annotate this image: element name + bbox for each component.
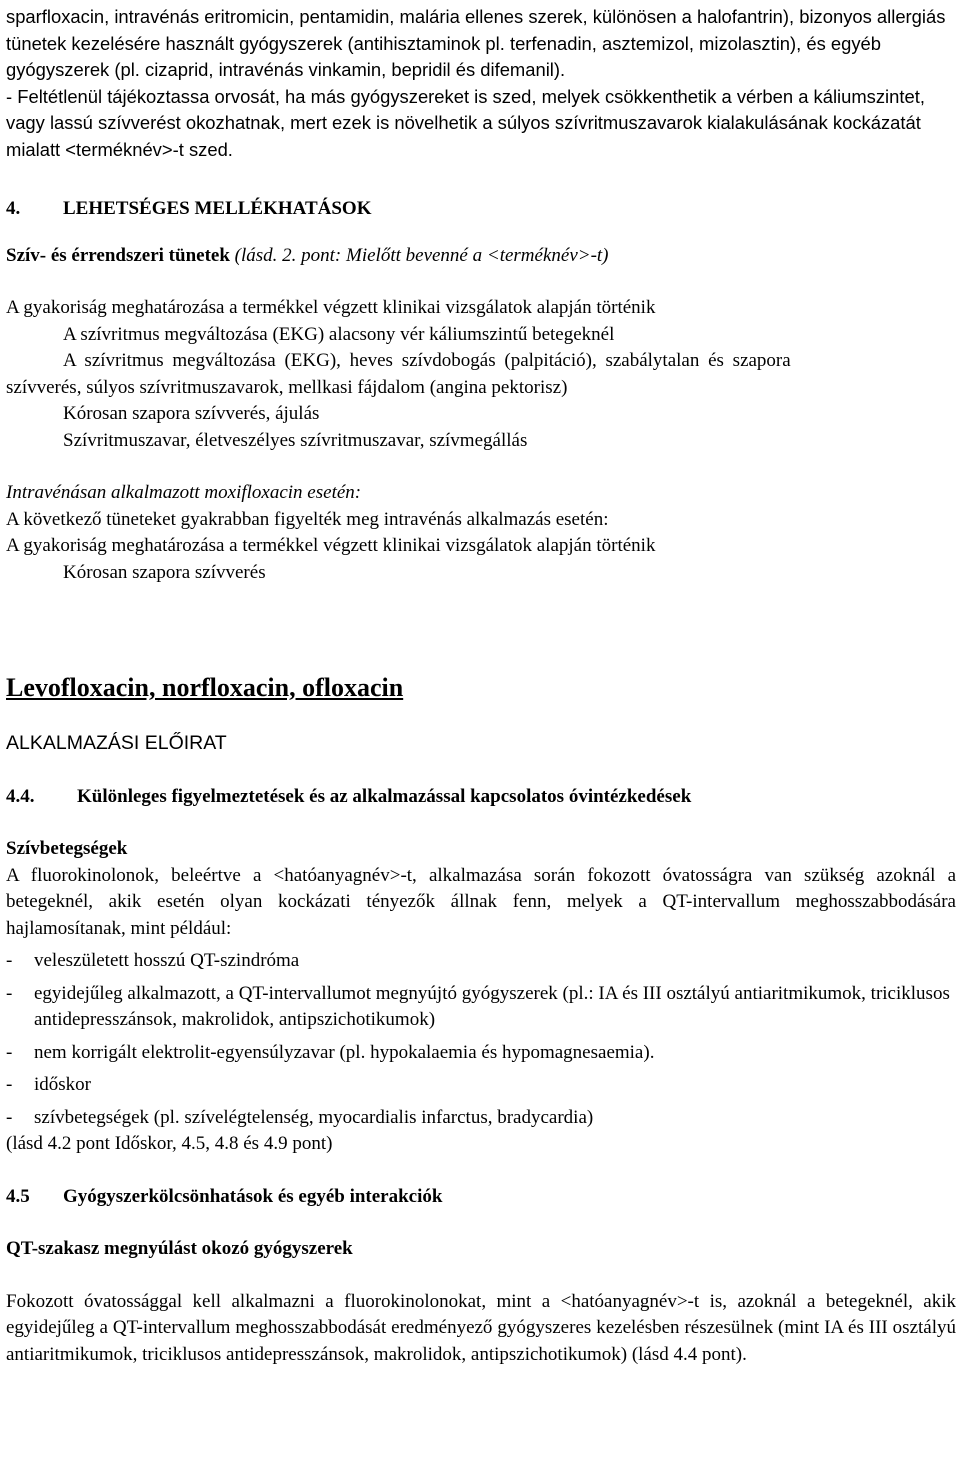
list-item: - veleszületett hosszú QT-szindróma [6,950,300,971]
list-item: - időskor [6,1074,91,1095]
section-4-heading [6,196,956,223]
levofloxacin-heading: Levofloxacin, norfloxacin, ofloxacin [6,673,404,702]
caution-paragraph: Fokozott óvatossággal kell alkalmazni a fluorokinolonokat, mint a <hatóanyagnév>-t is, azoknál a betegeknél, akik egyidejűleg a QT-intervallum meghosszabbodását eredményező gyógyszeres kezelésben részesülnek (mint IA és III osztályú antiaritmikumok, triciklusos antidepresszánsok, makrolidok, antipszichotikumok) (lásd 4.4 pont). [6,1290,956,1365]
cardio-subtitle-italic: (lásd. 2. pont: Mielőtt bevenné a <terméknév>-t) [229,244,609,266]
reference-note: (lásd 4.2 pont Időskor, 4.5, 4.8 és 4.9 pont) [6,1133,333,1154]
risk-factor-list [6,948,956,1131]
section-4-5-number: 4.5 [6,1185,30,1207]
iv-item: Kórosan szapora szívverés [63,561,266,583]
list-item: - nem korrigált elektrolit-egyensúlyzavar (pl. hypokalaemia és hypomagnesaemia). [6,1041,655,1063]
frequency-note: A gyakoriság meghatározása a termékkel végzett klinikai vizsgálatok alapján történik [6,297,656,318]
risk-paragraph: A fluorokinolonok, beleértve a <hatóanyagnév>-t, alkalmazása során fokozott óvatosságra van szükség azoknál a betegeknél, akik esetén olyan kockázati tényezők állnak fenn, melyek a QT-intervallum meghosszabbodására hajlamosítanak, mint például: [6,864,956,939]
section-4-4-title: Különleges figyelmeztetések és az alkalmazással kapcsolatos óvintézkedések [77,785,692,807]
section-4-5-heading [6,1184,956,1211]
warning-paragraph: - Feltétlenül tájékoztassa orvosát, ha más gyógyszereket is szed, melyek csökkenthetik a vérben a káliumszintet, vagy lassú szívverést okozhatnak, mert ezek is növelhetik a súlyos szívritmuszavarok kialakulásának kockázatát mialatt <terméknév>-t szed. [6,85,925,160]
section-4-4-heading [6,784,956,811]
section-4-title: LEHETSÉGES MELLÉKHATÁSOK [63,198,372,219]
list-item: - egyidejűleg alkalmazott, a QT-intervallumot megnyújtó gyógyszerek (pl.: IA és III osztályú antiaritmikumok, triciklusos antidepresszánsok, makrolidok, antipszichotikumok) [6,982,950,1030]
iv-line: A gyakoriság meghatározása a termékkel végzett klinikai vizsgálatok alapján történik [6,535,656,556]
cardio-subtitle-bold: Szív- és érrendszeri tünetek [6,244,230,266]
smpc-label: ALKALMAZÁSI ELŐIRAT [6,732,227,754]
section-4-number: 4. [6,198,21,219]
iv-line: A következő tüneteket gyakrabban figyelték meg intravénás alkalmazás esetén: [6,508,609,530]
cardio-subtitle [6,243,956,270]
iv-heading: Intravénásan alkalmazott moxifloxacin esetén: [6,482,362,503]
side-effect-item: Szívritmuszavar, életveszélyes szívritmuszavar, szívmegállás [63,429,528,451]
side-effect-item-continuation: szívverés, súlyos szívritmuszavarok, mellkasi fájdalom (angina pektorisz) [6,376,568,398]
qt-heading: QT-szakasz megnyúlást okozó gyógyszerek [6,1238,353,1259]
list-item: - szívbetegségek (pl. szívelégtelenség, myocardialis infarctus, bradycardia) [6,1106,594,1128]
intro-paragraph: sparfloxacin, intravénás eritromicin, pentamidin, malária ellenes szerek, különösen a halofantrin), bizonyos allergiás tünetek kezelésére használt gyógyszerek (antihisztaminok pl. terfenadin, asztemizol, mizolasztin), és egyéb gyógyszerek (pl. cizaprid, intravénás vinkamin, bepridil és difemanil). [6,6,946,80]
side-effect-item: Kórosan szapora szívverés, ájulás [63,403,320,424]
document-page [6,4,956,1368]
heart-disease-heading: Szívbetegségek [6,838,128,859]
section-4-4-number: 4.4. [6,785,35,807]
side-effect-item: A szívritmus megváltozása (EKG), heves szívdobogás (palpitáció), szabálytalan és szapora [63,350,791,371]
side-effect-item: A szívritmus megváltozása (EKG) alacsony vér káliumszintű betegeknél [63,323,615,345]
section-4-5-title: Gyógyszerkölcsönhatások és egyéb interakciók [63,1185,443,1207]
